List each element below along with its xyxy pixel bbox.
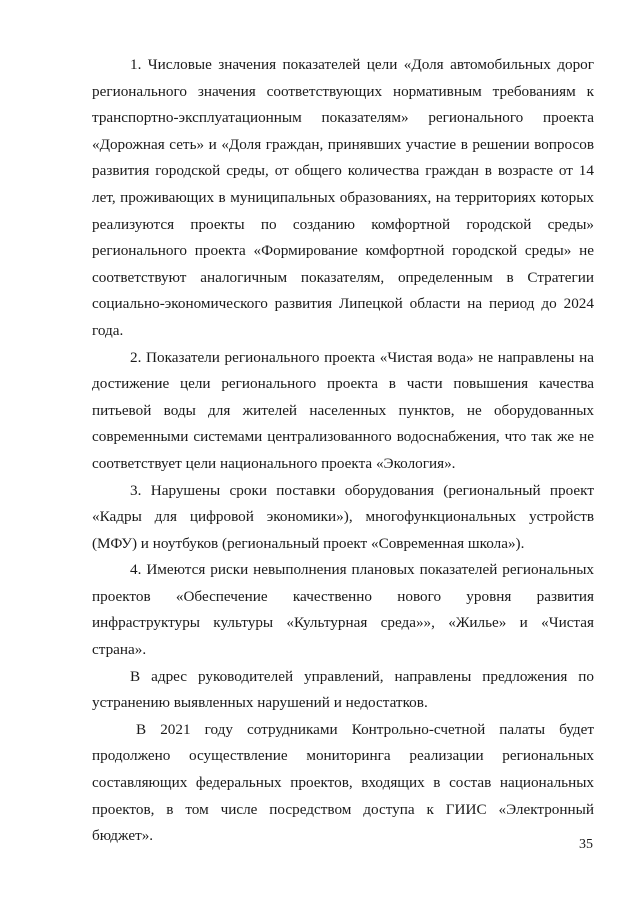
page-number: 35 <box>579 837 593 852</box>
document-body <box>92 52 594 850</box>
paragraph-finding-1: 1. Числовые значения показателей цели «Доля автомобильных дорог регионального значения соответствующих нормативным требованиям к транспортно-эксплуатационным показателям» регионального проекта «Дорожная сеть» и «Доля граждан, принявших участие в решении вопросов развития городской среды, от общего количества граждан в возрасте от 14 лет, проживающих в муниципальных образованиях, на территориях которых реализуются проекты по созданию комфортной городской среды» регионального проекта «Формирование комфортной городской среды» не соответствуют аналогичным показателям, определенным в Стратегии социально-экономического развития Липецкой области на период до 2024 года. <box>92 56 594 339</box>
paragraph-finding-3: 3. Нарушены сроки поставки оборудования (региональный проект «Кадры для цифровой экономики»), многофункциональных устройств (МФУ) и ноутбуков (региональный проект «Современная школа»). <box>92 481 594 552</box>
paragraph-finding-2: 2. Показатели регионального проекта «Чистая вода» не направлены на достижение цели регионального проекта в части повышения качества питьевой воды для жителей населенных пунктов, не оборудованных современными системами централизованного водоснабжения, что так же не соответствует цели национального проекта «Экология». <box>92 348 594 472</box>
paragraph-plans-2021: В 2021 году сотрудниками Контрольно-счетной палаты будет продолжено осуществление мониторинга реализации региональных составляющих федеральных проектов, входящих в состав национальных проектов, в том числе посредством доступа к ГИИС «Электронный бюджет». <box>92 720 594 845</box>
paragraph-finding-4: 4. Имеются риски невыполнения плановых показателей региональных проектов «Обеспечение качественно нового уровня развития инфраструктуры культуры «Культурная среда»», «Жилье» и «Чистая страна». <box>92 561 594 659</box>
paragraph-proposals: В адрес руководителей управлений, направлены предложения по устранению выявленных нарушений и недостатков. <box>92 667 594 712</box>
